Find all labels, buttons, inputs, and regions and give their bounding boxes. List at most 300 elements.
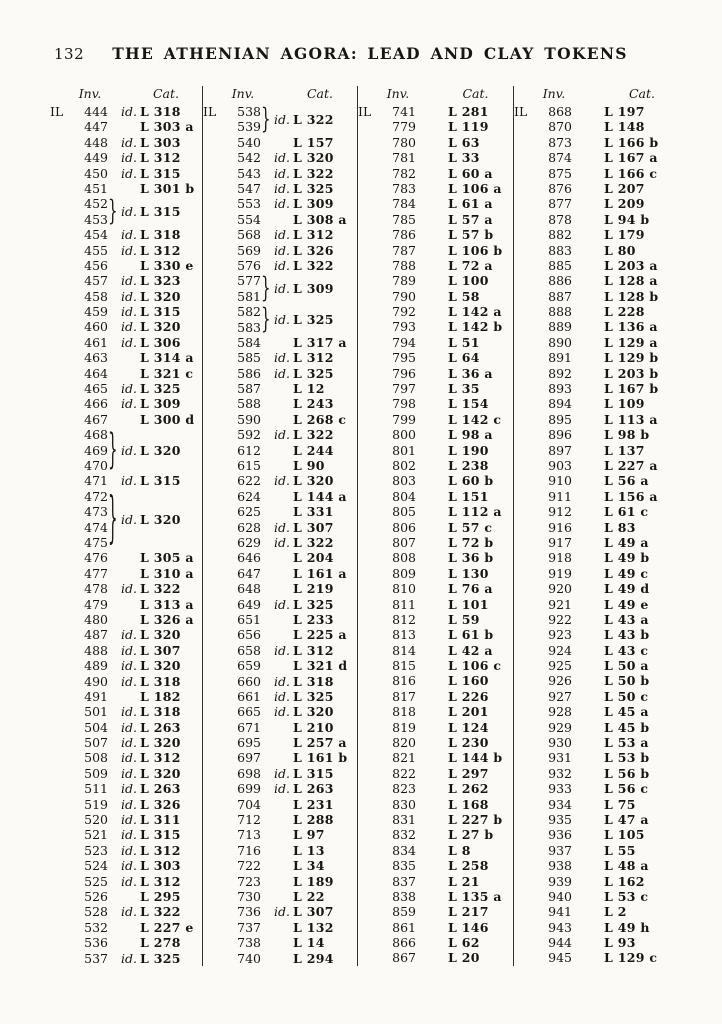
inv-number: 472 — [84, 488, 108, 504]
id-label — [572, 797, 604, 812]
inv-prefix-label — [514, 166, 536, 181]
cat-value: L 48 a — [604, 858, 649, 874]
inv-number: 615 — [237, 458, 261, 474]
inv-prefix-label — [50, 520, 72, 535]
entry-row — [514, 612, 690, 627]
inv-prefix-label — [50, 289, 72, 304]
id-label — [261, 335, 293, 350]
cat-value: L 106 b — [448, 242, 503, 258]
cat-value: L 204 — [293, 550, 334, 566]
cat-value: L 230 — [448, 735, 489, 751]
entry-row — [203, 273, 261, 288]
id-label — [416, 535, 448, 550]
inv-number: 940 — [548, 888, 572, 904]
cat-value: L 226 — [448, 688, 489, 704]
inv-prefix-label — [514, 797, 536, 812]
inv-prefix-label — [50, 458, 72, 473]
cat-box — [118, 427, 202, 473]
entry-row — [514, 904, 690, 919]
id-label — [416, 258, 448, 273]
inv-prefix-label — [514, 335, 536, 350]
entry-row — [50, 612, 202, 627]
id-label — [108, 366, 140, 381]
inv-prefix-label — [50, 920, 72, 935]
cat-value: L 227 b — [448, 811, 503, 827]
entry-row — [514, 504, 690, 519]
inv-number: 895 — [548, 411, 572, 427]
cat-value: L 203 a — [604, 257, 658, 273]
cat-value: L 113 a — [604, 411, 658, 427]
id-label: id. — [121, 273, 137, 289]
entry-row — [203, 289, 261, 304]
entry-row — [358, 181, 513, 196]
inv-prefix-label — [203, 904, 225, 919]
cat-column-header: Cat. — [152, 86, 179, 101]
inv-number: 444 — [84, 104, 108, 119]
id-label — [572, 597, 604, 612]
inv-prefix-label — [514, 520, 536, 535]
entry-row — [50, 750, 202, 765]
entry-row — [203, 689, 357, 704]
cat-value: L 61 a — [448, 196, 493, 212]
inv-number: 781 — [392, 150, 416, 166]
cat-value: L 228 — [604, 304, 645, 320]
inv-prefix-label — [50, 212, 72, 227]
id-label: id. — [121, 304, 137, 320]
inv-number: 939 — [548, 873, 572, 889]
inv-prefix-label — [50, 858, 72, 873]
entry-row — [358, 319, 513, 334]
id-label: id. — [274, 312, 290, 327]
inv-number: 525 — [84, 873, 108, 889]
inv-prefix-label — [514, 904, 536, 919]
inv-prefix-label — [358, 874, 380, 889]
inv-number: 736 — [237, 904, 261, 920]
id-label — [572, 643, 604, 658]
inv-prefix-label — [514, 150, 536, 165]
cat-value: L 112 a — [448, 504, 502, 520]
inv-number: 464 — [84, 365, 108, 381]
cat-value: L 83 — [604, 519, 636, 535]
entry-row — [203, 181, 357, 196]
id-label — [572, 550, 604, 565]
entry-row — [358, 874, 513, 889]
cat-value: L 50 c — [604, 688, 649, 704]
inv-number: 903 — [548, 457, 572, 473]
id-label — [572, 258, 604, 273]
inv-number: 537 — [84, 950, 108, 966]
entry-row — [514, 381, 690, 396]
id-label — [416, 473, 448, 488]
cat-value: L 278 — [140, 935, 181, 951]
cat-value: L 75 — [604, 796, 636, 812]
id-label — [572, 119, 604, 134]
cat-value: L 309 — [293, 281, 334, 297]
cat-value: L 130 — [448, 565, 489, 581]
entry-group — [50, 424, 202, 474]
inv-prefix-label — [514, 289, 536, 304]
inv-prefix-label — [203, 889, 225, 904]
inv-number: 814 — [392, 642, 416, 658]
cat-value: L 129 a — [604, 334, 658, 350]
id-label — [572, 304, 604, 319]
column-header — [514, 86, 690, 104]
inv-number: 581 — [237, 288, 261, 304]
inv-number: 659 — [237, 658, 261, 674]
inv-prefix-label — [358, 412, 380, 427]
inv-number: 738 — [237, 935, 261, 951]
id-label: id. — [121, 796, 137, 812]
entry-row — [358, 550, 513, 565]
inv-prefix-label — [50, 735, 72, 750]
cat-value: L 142 a — [448, 304, 502, 320]
id-label: id. — [274, 180, 290, 196]
inv-number: 469 — [84, 442, 108, 458]
inv-number: 813 — [392, 627, 416, 643]
cat-value: L 201 — [448, 704, 489, 720]
inv-number: 870 — [548, 119, 572, 135]
inv-prefix-label — [50, 150, 72, 165]
inv-prefix-label — [514, 458, 536, 473]
inv-number: 646 — [237, 550, 261, 566]
inv-prefix-label — [203, 443, 225, 458]
inv-number: 910 — [548, 473, 572, 489]
inv-number: 695 — [237, 735, 261, 751]
id-label: id. — [274, 904, 290, 920]
inv-number: 452 — [84, 196, 108, 212]
cat-value: L 106 c — [448, 658, 502, 674]
inv-prefix-label — [514, 504, 536, 519]
inv-prefix-label — [203, 504, 225, 519]
inv-number: 467 — [84, 411, 108, 427]
id-label — [572, 920, 604, 935]
cat-value: L 325 — [293, 596, 334, 612]
inv-prefix-label — [203, 766, 225, 781]
inv-prefix-label — [203, 689, 225, 704]
inv-number: 943 — [548, 919, 572, 935]
inv-prefix-label — [50, 627, 72, 642]
inv-prefix-label — [50, 797, 72, 812]
id-label — [572, 827, 604, 842]
inv-prefix-label — [203, 150, 225, 165]
id-label — [572, 196, 604, 211]
page-header — [50, 44, 690, 66]
inv-number: 542 — [237, 150, 261, 166]
id-label — [572, 504, 604, 519]
inv-number: 475 — [84, 534, 108, 550]
entry-row — [358, 350, 513, 365]
cat-value: L 106 a — [448, 180, 502, 196]
inv-number: 487 — [84, 627, 108, 643]
entry-row — [514, 935, 690, 950]
entry-row — [50, 581, 202, 596]
entry-row — [514, 119, 690, 134]
inv-prefix-label — [203, 674, 225, 689]
id-label: id. — [274, 704, 290, 720]
inv-number: 507 — [84, 735, 108, 751]
entry-row — [50, 812, 202, 827]
inv-prefix-label — [358, 766, 380, 781]
cat-value: L 318 — [140, 704, 181, 720]
entry-row — [50, 766, 202, 781]
entry-group — [50, 196, 202, 227]
id-label — [108, 920, 140, 935]
inv-prefix-label — [203, 227, 225, 242]
inv-prefix-label — [203, 181, 225, 196]
cat-value: L 20 — [448, 950, 480, 966]
entry-row — [514, 489, 690, 504]
cat-value: L 320 — [140, 658, 181, 674]
id-label — [416, 150, 448, 165]
inv-prefix-label — [50, 566, 72, 581]
inv-number: 712 — [237, 812, 261, 828]
entry-row — [358, 843, 513, 858]
inv-stack — [50, 489, 108, 551]
id-label — [261, 935, 293, 950]
entry-row — [50, 535, 108, 550]
entry-row — [203, 643, 357, 658]
cat-value: L 320 — [293, 150, 334, 166]
cat-column-header: Cat. — [306, 86, 333, 101]
entry-row — [358, 427, 513, 442]
inv-prefix-label — [203, 535, 225, 550]
entry-row — [514, 166, 690, 181]
inv-number: 704 — [237, 796, 261, 812]
page-title: THE ATHENIAN AGORA: LEAD AND CLAY TOKENS — [112, 44, 628, 63]
inv-prefix-label — [358, 843, 380, 858]
inv-number: 931 — [548, 750, 572, 766]
cat-value: L 320 — [140, 442, 181, 458]
entry-row — [358, 766, 513, 781]
inv-number: 883 — [548, 242, 572, 258]
inv-number: 447 — [84, 119, 108, 135]
id-label — [572, 473, 604, 488]
entry-row — [514, 750, 690, 765]
inv-prefix-label — [50, 366, 72, 381]
id-label — [416, 412, 448, 427]
entry-row — [50, 920, 202, 935]
entry-row — [203, 935, 357, 950]
inv-number: 649 — [237, 596, 261, 612]
id-label — [572, 458, 604, 473]
cat-value: L 315 — [140, 304, 181, 320]
inv-prefix-label — [358, 627, 380, 642]
inv-prefix-label — [203, 520, 225, 535]
cat-value: L 33 — [448, 150, 480, 166]
entry-row — [50, 304, 202, 319]
inv-number: 491 — [84, 688, 108, 704]
entry-row — [514, 658, 690, 673]
entry-row — [358, 489, 513, 504]
inv-prefix-label — [358, 289, 380, 304]
id-label — [572, 289, 604, 304]
inv-number: 730 — [237, 888, 261, 904]
entry-row — [358, 366, 513, 381]
cat-value: L 129 c — [604, 950, 658, 966]
inv-prefix-label — [203, 381, 225, 396]
id-label — [572, 812, 604, 827]
inv-prefix-label — [514, 350, 536, 365]
entry-row — [50, 843, 202, 858]
inv-prefix-label — [514, 735, 536, 750]
id-label — [416, 319, 448, 334]
inv-prefix-label — [514, 196, 536, 211]
cat-box — [271, 273, 357, 304]
entry-row — [50, 135, 202, 150]
id-label — [572, 935, 604, 950]
inv-prefix-label — [50, 350, 72, 365]
inv-prefix-label — [203, 212, 225, 227]
id-label: id. — [274, 534, 290, 550]
cat-value: L 142 b — [448, 319, 503, 335]
id-label — [416, 304, 448, 319]
id-label — [416, 812, 448, 827]
cat-value: L 50 a — [604, 658, 649, 674]
cat-value: L 179 — [604, 227, 645, 243]
id-label — [572, 166, 604, 181]
entry-row — [514, 889, 690, 904]
entry-row — [203, 304, 261, 319]
inv-prefix-label — [203, 243, 225, 258]
cat-value: L 258 — [448, 858, 489, 874]
id-label — [416, 904, 448, 919]
inv-number: 916 — [548, 519, 572, 535]
inv-prefix-label — [50, 689, 72, 704]
cat-value: L 207 — [604, 180, 645, 196]
id-label — [261, 458, 293, 473]
cat-value: L 36 b — [448, 550, 494, 566]
inv-number: 890 — [548, 334, 572, 350]
id-label — [261, 720, 293, 735]
entry-row — [358, 520, 513, 535]
inv-number: 584 — [237, 334, 261, 350]
id-label — [416, 504, 448, 519]
entry-row — [203, 612, 357, 627]
entry-row — [203, 735, 357, 750]
entry-row — [50, 181, 202, 196]
inv-prefix-label — [50, 658, 72, 673]
cat-value: L 161 a — [293, 565, 347, 581]
inv-number: 823 — [392, 781, 416, 797]
cat-value: L 97 — [293, 827, 325, 843]
entry-row — [50, 674, 202, 689]
inv-prefix-label — [358, 196, 380, 211]
brace-glyph: } — [108, 424, 118, 474]
inv-number: 661 — [237, 688, 261, 704]
inv-prefix-label — [358, 735, 380, 750]
entry-row — [203, 566, 357, 581]
inv-prefix-label — [358, 689, 380, 704]
entry-row — [514, 781, 690, 796]
cat-value: L 98 b — [604, 427, 650, 443]
entry-row — [358, 858, 513, 873]
cat-value: L 326 — [293, 242, 334, 258]
id-label — [108, 119, 140, 134]
entry-row — [203, 674, 357, 689]
inv-number: 882 — [548, 227, 572, 243]
id-label: id. — [274, 227, 290, 243]
inv-prefix-label — [358, 566, 380, 581]
inv-prefix-label — [203, 643, 225, 658]
inv-number: 941 — [548, 904, 572, 920]
id-label: id. — [274, 673, 290, 689]
cat-value: L 325 — [293, 180, 334, 196]
entry-row — [50, 704, 202, 719]
inv-number: 893 — [548, 381, 572, 397]
inv-number: 894 — [548, 396, 572, 412]
inv-number: 927 — [548, 688, 572, 704]
inv-number: 803 — [392, 473, 416, 489]
cat-value: L 182 — [140, 688, 181, 704]
entry-row — [514, 766, 690, 781]
inv-prefix-label — [203, 273, 225, 288]
inv-prefix-label — [358, 704, 380, 719]
inv-number: 935 — [548, 811, 572, 827]
id-label — [572, 350, 604, 365]
entry-row — [50, 350, 202, 365]
entry-row — [203, 427, 357, 442]
id-label — [572, 874, 604, 889]
inv-number: 716 — [237, 842, 261, 858]
entry-row — [50, 166, 202, 181]
inv-number: 740 — [237, 950, 261, 966]
id-label: id. — [121, 765, 137, 781]
inv-number: 520 — [84, 812, 108, 828]
inv-prefix-label — [514, 750, 536, 765]
cat-value: L 303 — [140, 134, 181, 150]
entry-row — [50, 196, 108, 211]
cat-value: L 90 — [293, 458, 325, 474]
inv-number: 577 — [237, 273, 261, 289]
inv-number: 461 — [84, 334, 108, 350]
cat-value: L 307 — [293, 519, 334, 535]
id-label — [416, 704, 448, 719]
entry-row — [50, 904, 202, 919]
inv-prefix-label — [50, 412, 72, 427]
entry-row — [514, 550, 690, 565]
id-label — [416, 366, 448, 381]
cat-value: L 320 — [140, 288, 181, 304]
entry-row — [358, 412, 513, 427]
cat-value: L 326 — [140, 796, 181, 812]
id-label — [261, 443, 293, 458]
inv-number: 540 — [237, 134, 261, 150]
inv-prefix-label — [514, 812, 536, 827]
id-label — [416, 443, 448, 458]
inv-number: 479 — [84, 596, 108, 612]
inv-prefix-label — [50, 535, 72, 550]
entry-row — [358, 627, 513, 642]
cat-value: L 2 — [604, 904, 627, 920]
entry-row — [514, 350, 690, 365]
cat-value: L 320 — [293, 473, 334, 489]
id-label — [261, 920, 293, 935]
inv-number: 665 — [237, 704, 261, 720]
inv-number: 831 — [392, 811, 416, 827]
id-label — [416, 643, 448, 658]
entry-row — [514, 181, 690, 196]
inv-number: 528 — [84, 904, 108, 920]
cat-value: L 57 a — [448, 211, 493, 227]
cat-value: L 331 — [293, 504, 334, 520]
id-label — [416, 658, 448, 673]
cat-value: L 61 b — [448, 627, 494, 643]
inv-number: 628 — [237, 519, 261, 535]
id-label: id. — [121, 473, 137, 489]
entry-row — [358, 304, 513, 319]
entry-row — [50, 858, 202, 873]
cat-box — [118, 489, 202, 551]
